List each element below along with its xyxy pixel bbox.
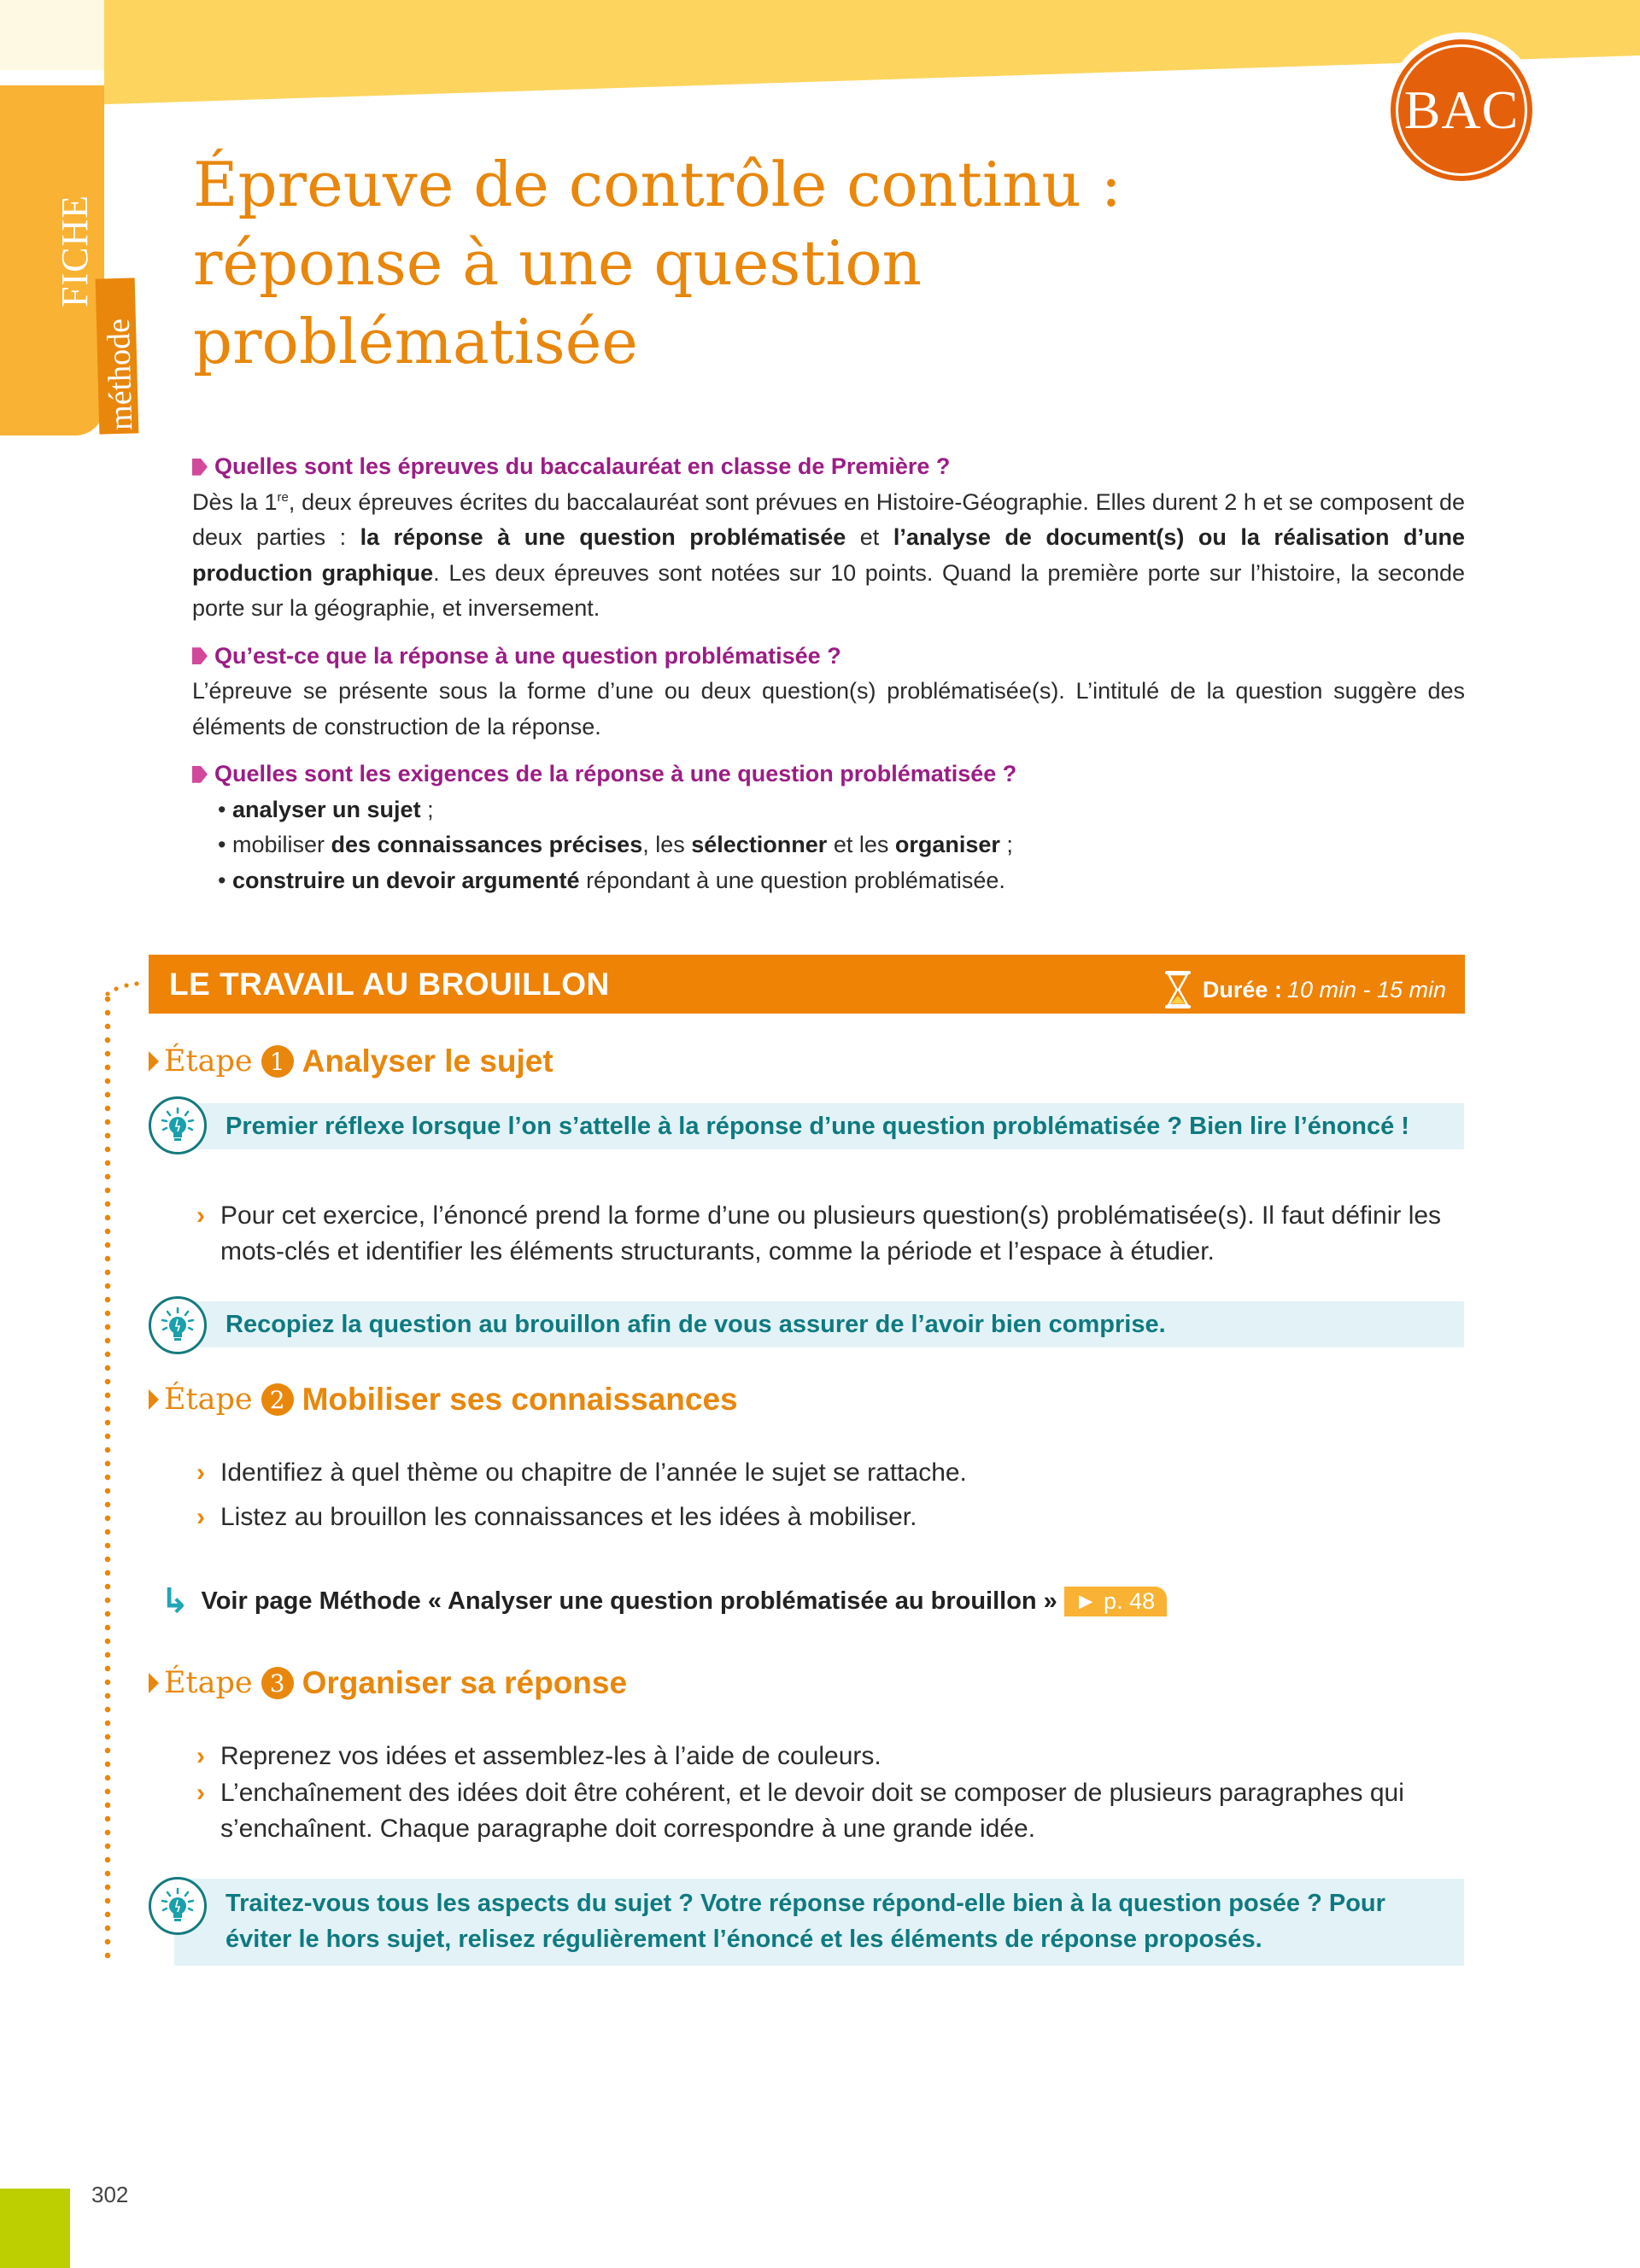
chevron-icon: › bbox=[196, 1503, 205, 1531]
list-item: › Listez au brouillon les connaissances et les idées à mobiliser. bbox=[196, 1499, 1461, 1535]
step-number: 2 bbox=[261, 1383, 294, 1416]
title-line: réponse à une question bbox=[193, 227, 922, 299]
method-reference-link[interactable]: ↳ Voir page Méthode « Analyser une question problématisée au brouillon » ► p. 48 bbox=[161, 1581, 1167, 1621]
triangle-icon bbox=[149, 1673, 159, 1693]
tip-box: Traitez-vous tous les aspects du sujet ? Votre réponse répond-elle bien à la question posée ? Pour éviter le hors sujet, relisez régulièrement l’énoncé et les éléments de réponse proposés. bbox=[174, 1879, 1464, 1966]
methode-tag bbox=[96, 278, 139, 434]
step-number: 3 bbox=[261, 1667, 294, 1699]
page-reference-tag[interactable]: ► p. 48 bbox=[1064, 1587, 1167, 1616]
title-line: problématisée bbox=[193, 306, 638, 377]
answer-paragraph: Dès la 1re, deux épreuves écrites du baccalauréat sont prévues en Histoire-Géographie. Elles durent 2 h et se composent de deux parties : la réponse à une question problématisée et l’analyse de document(s) ou la réalisation d’une production graphique. Les deux épreuves sont notées sur 10 points. Quand la première porte sur l’histoire, la seconde porte sur la géographie, et inversement. bbox=[192, 488, 1465, 621]
list-item: • construire un devoir argumenté répondant à une question problématisée. bbox=[218, 867, 1005, 893]
intro-questions bbox=[192, 449, 1465, 898]
bullet-arrow-icon bbox=[192, 766, 208, 783]
chevron-icon: › bbox=[196, 1458, 205, 1487]
question-heading: Quelles sont les épreuves du baccalauréat en classe de Première ? bbox=[192, 449, 1465, 485]
tip-box: Recopiez la question au brouillon afin de vous assurer de l’avoir bien comprise. bbox=[174, 1301, 1464, 1347]
title-line: Épreuve de contrôle continu : bbox=[193, 149, 1122, 220]
list-item: › Reprenez vos idées et assemblez-les à l’aide de couleurs. bbox=[196, 1739, 1461, 1774]
answer-paragraph: L’épreuve se présente sous la forme d’une ou deux question(s) problématisée(s). L’intitulé de la question suggère des éléments de construction de la réponse. bbox=[192, 678, 1465, 739]
chevron-icon: › bbox=[196, 1779, 205, 1807]
list-item: › Pour cet exercice, l’énoncé prend la forme d’une ou plusieurs question(s) problématisée(s). Il faut définir les mots-clés et identifier les éléments structurants, comme la période et l’espace à étudier. bbox=[196, 1198, 1461, 1270]
methode-label: méthode bbox=[100, 318, 140, 431]
duration: Durée : 10 min - 15 min bbox=[1163, 970, 1446, 1009]
tip-box: Premier réflexe lorsque l’on s’attelle à la réponse d’une question problématisée ? Bien lire l’énoncé ! bbox=[174, 1103, 1464, 1149]
lightbulb-icon bbox=[149, 1296, 207, 1354]
list-item: › Identifiez à quel thème ou chapitre de l’année le sujet se rattache. bbox=[196, 1455, 1461, 1491]
bullet-arrow-icon bbox=[192, 459, 208, 476]
hourglass-icon bbox=[1163, 970, 1192, 1009]
section-title: LE TRAVAIL AU BROUILLON bbox=[169, 967, 610, 1002]
page-title bbox=[193, 145, 1303, 381]
bullet-arrow-icon bbox=[192, 647, 208, 664]
footer-color-block bbox=[0, 2189, 70, 2268]
lightbulb-icon bbox=[149, 1877, 207, 1935]
section-header bbox=[149, 955, 1465, 1014]
page-number: 302 bbox=[91, 2182, 129, 2207]
step-number: 1 bbox=[261, 1045, 294, 1078]
bac-label: BAC bbox=[1403, 79, 1520, 140]
list-item: › L’enchaînement des idées doit être cohérent, et le devoir doit se composer de plusieurs paragraphes qui s’enchaînent. Chaque paragraphe doit correspondre à une grande idée. bbox=[196, 1775, 1461, 1847]
lightbulb-icon bbox=[149, 1096, 207, 1154]
triangle-icon bbox=[149, 1389, 159, 1410]
list-item: • analyser un sujet ; bbox=[218, 796, 434, 822]
list-item: • mobiliser des connaissances précises, les sélectionner et les organiser ; bbox=[218, 832, 1013, 857]
dotted-line bbox=[104, 992, 111, 1964]
fiche-label: FICHE bbox=[54, 194, 96, 307]
corner-block bbox=[0, 0, 104, 70]
triangle-icon bbox=[149, 1051, 159, 1072]
question-heading: Quelles sont les exigences de la réponse à une question problématisée ? bbox=[192, 757, 1465, 792]
step-3-heading: Étape 3 Organiser sa réponse bbox=[149, 1665, 627, 1701]
chevron-icon: › bbox=[196, 1742, 205, 1770]
chevron-icon: › bbox=[196, 1201, 205, 1230]
return-arrow-icon: ↳ bbox=[161, 1582, 190, 1620]
question-heading: Qu’est-ce que la réponse à une question problématisée ? bbox=[192, 639, 1465, 675]
bac-badge bbox=[1391, 39, 1532, 181]
step-2-heading: Étape 2 Mobiliser ses connaissances bbox=[149, 1382, 738, 1418]
step-1-heading: Étape 1 Analyser le sujet bbox=[149, 1043, 554, 1079]
